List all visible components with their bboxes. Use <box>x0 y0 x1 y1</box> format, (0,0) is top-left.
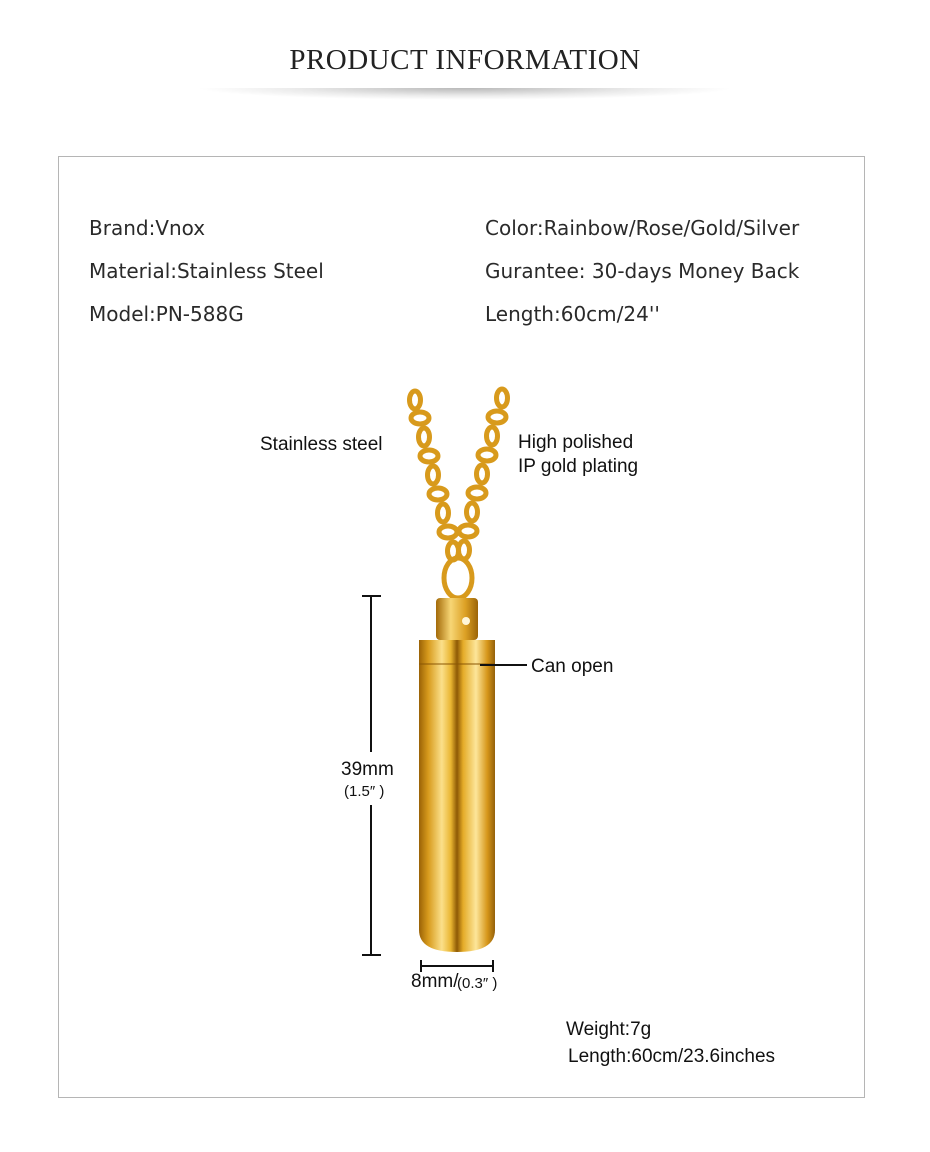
pendant-tube <box>419 640 495 952</box>
spec-color: Color:Rainbow/Rose/Gold/Silver <box>485 216 800 240</box>
spec-brand: Brand:Vnox <box>89 216 206 240</box>
full-length-label: Length:60cm/23.6inches <box>568 1046 776 1067</box>
spec-guarantee: Gurantee: 30-days Money Back <box>485 259 800 283</box>
weight-label: Weight:7g <box>566 1019 652 1040</box>
callout-can-open: Can open <box>531 656 614 677</box>
height-inch-label: (1.5″ ) <box>344 783 385 800</box>
height-mm-label: 39mm <box>341 759 394 780</box>
spec-length: Length:60cm/24'' <box>485 302 660 326</box>
callout-stainless-steel: Stainless steel <box>260 434 383 455</box>
width-mm-label: 8mm/ <box>411 971 459 992</box>
callout-polished: High polished <box>518 432 634 453</box>
page-title: PRODUCT INFORMATION <box>289 44 641 76</box>
spec-model: Model:PN-588G <box>89 302 244 326</box>
width-inch-label: (0.3″ ) <box>457 975 498 992</box>
chain-right <box>459 389 508 559</box>
chain-left <box>410 391 459 560</box>
jump-ring <box>444 558 472 598</box>
callout-gold-plating: IP gold plating <box>518 456 639 477</box>
pendant-bail <box>436 598 478 640</box>
spec-material: Material:Stainless Steel <box>89 259 324 283</box>
